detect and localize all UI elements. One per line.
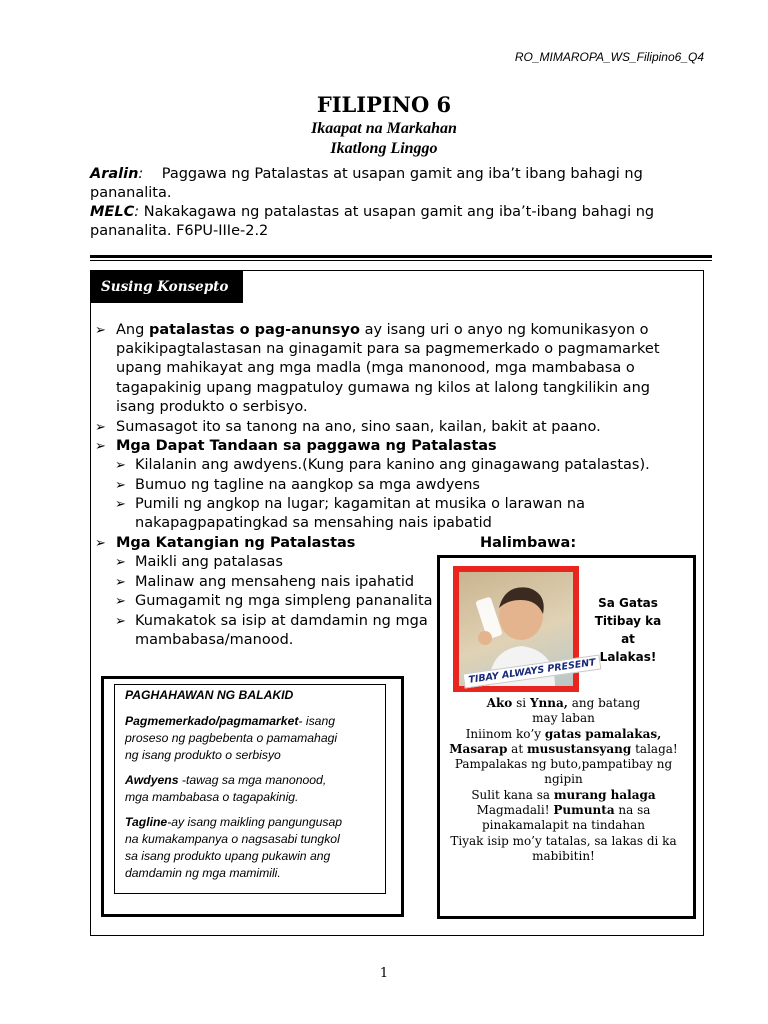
slogan-line: Lalakas! [599, 650, 657, 664]
arrow-bullet-icon: ➢ [115, 497, 126, 512]
melc-sep: : [134, 204, 140, 220]
intro-pre: Ang [116, 322, 149, 338]
katangian-item: Malinaw ang mensaheng nais ipahatid [135, 574, 415, 590]
glossary-term: Pagmemerkado/pagmamarket [125, 714, 299, 728]
divider-thin [90, 260, 712, 261]
quarter-subtitle: Ikaapat na Markahan [311, 120, 457, 137]
katangian-item: Maikli ang patalasas [135, 554, 283, 570]
ad-slogan [586, 594, 670, 666]
arrow-bullet-icon: ➢ [95, 536, 106, 551]
arrow-bullet-icon: ➢ [115, 594, 126, 609]
tandaan-item: Bumuo ng tagline na aangkop sa mga awdyens [135, 477, 480, 493]
arrow-bullet-icon: ➢ [115, 478, 126, 493]
intro-post: ay isang uri o anyo ng komunikasyon o [359, 322, 649, 338]
ad-poem [440, 696, 687, 864]
divider-thick [90, 255, 712, 258]
melc-text: Nakakagawa ng patalastas at usapan gamit ang iba’t-ibang bahagi ng [139, 204, 655, 220]
poem-line: mabibitin! [532, 848, 595, 863]
tandaan-item: Kilalanin ang awdyens.(Kung para kanino ang ginagawang patalastas). [135, 457, 650, 473]
tandaan-item: Pumili ng angkop na lugar; kagamitan at musika o larawan na [135, 496, 586, 512]
glossary-term: Awdyens [125, 773, 179, 787]
poem-line: ngipin [544, 772, 583, 787]
question-line: Sumasagot ito sa tanong na ano, sino saan, kailan, bakit at paano. [116, 419, 601, 435]
page-title: FILIPINO 6 [316, 92, 452, 117]
poem-line: may laban [532, 711, 595, 726]
poem-line: Tiyak isip mo’y tatalas, sa lakas di ka [450, 833, 677, 848]
arrow-bullet-icon: ➢ [95, 323, 106, 338]
ad-tagline-banner: TIBAY ALWAYS PRESENT [463, 654, 602, 688]
aralin-line [90, 165, 680, 203]
page-number: 1 [379, 966, 389, 981]
poem-line: Magmadali! Pumunta na sa [476, 803, 651, 818]
poem-line: Sulit kana sa murang halaga [471, 787, 656, 802]
aralin-text-cont: pananalita. [90, 185, 172, 201]
slogan-line: Titibay ka at [594, 614, 662, 646]
melc-line [90, 203, 680, 241]
melc-label: MELC [90, 204, 135, 220]
slogan-line: Sa Gatas [598, 596, 658, 610]
poem-line: Ako si Ynna, ang batang [486, 696, 641, 710]
aralin-text: Paggawa ng Patalastas at usapan gamit ang iba’t ibang bahagi ng [161, 166, 643, 182]
intro-term: patalastas o pag-anunsyo [148, 322, 360, 338]
arrow-bullet-icon: ➢ [115, 575, 126, 590]
arrow-bullet-icon: ➢ [115, 555, 126, 570]
tandaan-item-cont: nakapagpapatingkad sa mensahing nais ipabatid [135, 515, 492, 531]
arrow-bullet-icon: ➢ [95, 420, 106, 435]
concept-intro-cont-2: upang mahikayat ang mga madla (mga manonood, mga mambabasa o [116, 360, 635, 376]
concept-intro-line [116, 321, 649, 340]
aralin-sep: : [138, 166, 144, 182]
katangian-heading: Mga Katangian ng Patalastas [116, 535, 356, 551]
arrow-bullet-icon: ➢ [115, 458, 126, 473]
glossary-term: Tagline [125, 815, 168, 829]
week-subtitle: Ikatlong Linggo [330, 140, 438, 157]
poem-line: Iniinom ko’y gatas pamalakas, [465, 726, 662, 741]
section-tab: Susing Konsepto [91, 271, 243, 303]
poem-line: Masarap at musustansyang talaga! [449, 741, 678, 756]
concept-intro-cont-3: tagapakinig upang magpatuloy gumawa ng kilos at lalong tangkilikin ang [116, 380, 650, 396]
concept-intro-cont-4: isang produkto o serbisyo. [116, 399, 308, 415]
aralin-label: Aralin [90, 166, 139, 182]
katangian-item-cont: mambabasa/manood. [135, 632, 294, 648]
katangian-item: Gumagamit ng mga simpleng pananalita [135, 593, 433, 609]
document-code: RO_MIMAROPA_WS_Filipino6_Q4 [514, 50, 704, 64]
melc-text-cont: pananalita. F6PU-IIIe-2.2 [90, 223, 269, 239]
concept-intro-cont-1: pakikipagtalastasan na ginagamit para sa pagmemerkado o pagmamarket [116, 341, 660, 357]
katangian-item: Kumakatok sa isip at damdamin ng mga [135, 613, 428, 629]
glossary-entry-1: Pagmemerkado/pagmamarket- isang proseso ng pagbebenta o pamamahagi ng isang produkto o serbisyo [125, 714, 338, 762]
arrow-bullet-icon: ➢ [115, 614, 126, 629]
glossary-entry-2: Awdyens -tawag sa mga manonood, mga mambabasa o tagapakinig. [125, 773, 327, 804]
poem-line: Pampalakas ng buto,pampatibay ng [454, 757, 673, 772]
example-heading: Halimbawa: [480, 535, 577, 551]
tandaan-heading: Mga Dapat Tandaan sa paggawa ng Patalastas [116, 438, 497, 454]
poem-line: pinakamalapit na tindahan [481, 818, 646, 833]
glossary-heading: PAGHAHAWAN NG BALAKID [125, 688, 294, 702]
glossary-entry-3: Tagline-ay isang maikling pangungusap na kumakampanya o nagsasabi tungkol sa isang produkto upang pukawin ang damdamin ng mga mamimili. [125, 815, 343, 880]
arrow-bullet-icon: ➢ [95, 439, 106, 454]
